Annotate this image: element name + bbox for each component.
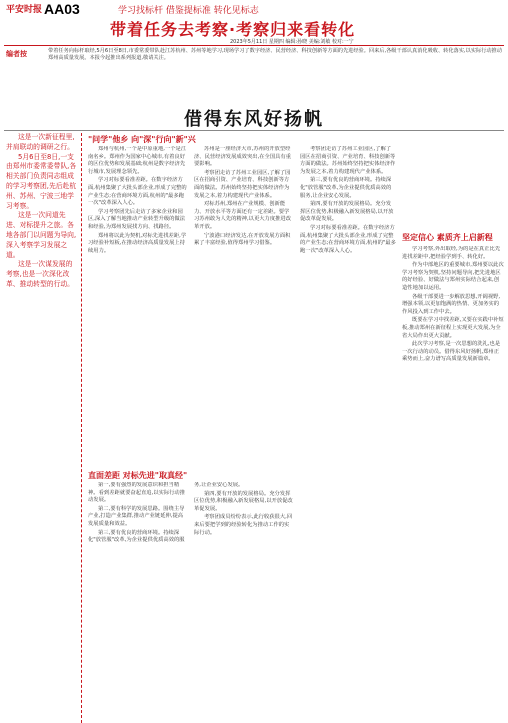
paragraph: 学习考察,外出取经,为的是在真正比先进找差距中,把经验学到手、转化好。 [402,246,501,260]
text-column-2 [194,146,294,464]
paragraph: 对标苏州,郑州在产业规模、创新能力、开放水平等方面还有一定差距。要学习苏州敢为人先的精神,以更大力度推进改革开放。 [194,201,292,230]
section-heading-1: "问学"他乡 向"深"行向"新"兴 [88,135,196,144]
lead-paragraph: 这是一次谋发展的考察,也是一次深化改革、推动转型的行动。 [6,260,74,288]
paragraph: 第四,要有开放的发展格局。充分发挥区位优势,积极融入新发展格局,以开放促改革促发展。 [300,201,394,223]
section-heading-3: 坚定信心 素质齐上启新程 [402,233,493,242]
dateline: 2023年5月11日 星期四 编辑:孙晓 美编:刘敏 校对:一宁 [230,39,354,45]
article-title: 借得东风好扬帆 [184,109,324,130]
paragraph: 作为中部地区的重要城市,郑州要以此次学习考察为契机,坚持问题导向,把先进地区的好经验、好做法与郑州实际结合起来,创造性地加以运用。 [402,262,504,291]
paragraph: 宁波港口经济发达,在开放发展方面积累了丰富经验,值得郑州学习借鉴。 [194,232,291,247]
paragraph: 学习对标要看准差距。在数字经济方面,杭州集聚了大批头部企业,形成了完整的产业生态;在营商环境方面,杭州的"最多跑一次"改革深入人心。 [300,224,396,254]
paragraph: 第四,要有开放的发展格局。充分发挥区位优势,积极融入新发展格局,以开放促改革促发展。 [194,490,293,512]
paragraph: 学习考察团先后走访了多家企业和园区,深入了解当地推动产业转型升级的做法和经验,为郑州发展找方向、找路径。 [88,208,186,230]
paragraph: 第二,要有科学的发展思路。围绕主导产业,打造产业集群,推动产业链延伸,提高发展质量和效益。 [88,505,185,527]
header-divider [4,45,504,46]
title-divider [4,130,504,131]
text-column-4 [300,146,396,720]
paragraph: 第三,要有优良的营商环境。持续深化"放管服"改革,为企业提供优质高效的服务,让企业安心发展。 [300,177,392,199]
page-number: AA03 [44,1,80,17]
paragraph: 此次学习考察,是一次思想的洗礼,也是一次行动的动员。借得东风好扬帆,郑州正乘势而上,奋力谱写高质量发展新篇章。 [402,341,501,363]
paragraph: 考察团走访了苏州工业园区,了解了园区在招商引资、产业培育、科技创新等方面的做法。苏州始终坚持把实体经济作为发展之本,着力构建现代产业体系。 [194,169,291,199]
text-column-1 [88,146,188,464]
lead-paragraph: 5月6日至8日,一支由郑州市委常委带队,各相关部门负责同志组成的学习考察团,先后赴杭州、苏州、宁波三地学习考察。 [6,152,77,210]
intro-label: 编者按 [6,50,27,58]
text-column-3 [88,482,294,720]
paragraph: 考察团成员纷纷表示,此行收获很大,回来后要把学到的经验转化为推动工作的实际行动。 [194,514,293,536]
paragraph: 郑州将以此为契机,对标先进找差距,学习经验补短板,在推动经济高质量发展上持续用力。 [88,232,187,254]
text-column-5 [402,246,504,720]
paragraph: 郑州与杭州,一个是中原重地,一个是江南名乡。郑州作为国家中心城市,有着良好的区位优势和发展基础;杭州是数字经济先行城市,发展理念领先。 [88,146,187,175]
paragraph: 考察团走访了苏州工业园区,了解了园区在招商引资、产业培育、科技创新等方面的做法。苏州始终坚持把实体经济作为发展之本,着力构建现代产业体系。 [300,146,396,175]
header-slogan: 学习找标杆 借鉴提标准 转化见标志 [118,6,259,16]
paragraph: 第一,要有强烈的发展意识和担当精神。看到差距就要奋起直追,以实际行动推动发展。 [88,482,186,504]
lead-paragraph: 这是一次新征程里,并肩联动的调研之行。 [6,133,75,151]
paragraph: 既要在学习中找差距,又要在实践中补短板,推动郑州在新征程上实现更大发展,为全省大局作出更大贡献。 [402,317,504,339]
page-header [0,0,508,74]
lead-column [6,133,82,723]
section-banner: 带着任务去考察·考察归来看转化 [110,20,356,39]
intro-text: 带着任务向标杆取经,5月6日至8日,市委常委带队赴江苏杭州、苏州等地学习,现场学习了数字经济、民营经济、科技创新等方面的先进经验。回来后,各级干部认真消化吸收、转化落实,以实际行动推动郑州高质量发展。本报今起推出系列报道,敬请关注。 [48,48,502,61]
paragraph: 学习对标要看准差距。在数字经济方面,杭州集聚了大批头部企业,形成了完整的产业生态;在营商环境方面,杭州的"最多跑一次"改革深入人心。 [88,177,187,207]
paragraph: 各级干部要进一步解放思想,开阔视野,增强本领,以更加饱满的热情、更加务实的作风投入到工作中去。 [402,293,501,315]
newspaper-brand: 平安时报 [6,5,43,15]
lead-paragraph: 这是一次问道先进、对标提升之旅。各地各部门以问题为导向,深入考察学习发展之道。 [6,211,77,259]
paragraph: 第三,要有优良的营商环境。持续深化"放管服"改革,为企业提供优质高效的服务,让企业安心发展。 [88,482,244,544]
section-heading-2: 直面差距 对标先进"取真经" [88,471,188,480]
paragraph: 苏州是一座经济大市,苏州的开放型经济、民营经济发展成效突出,在全国具有重要影响。 [194,146,292,168]
